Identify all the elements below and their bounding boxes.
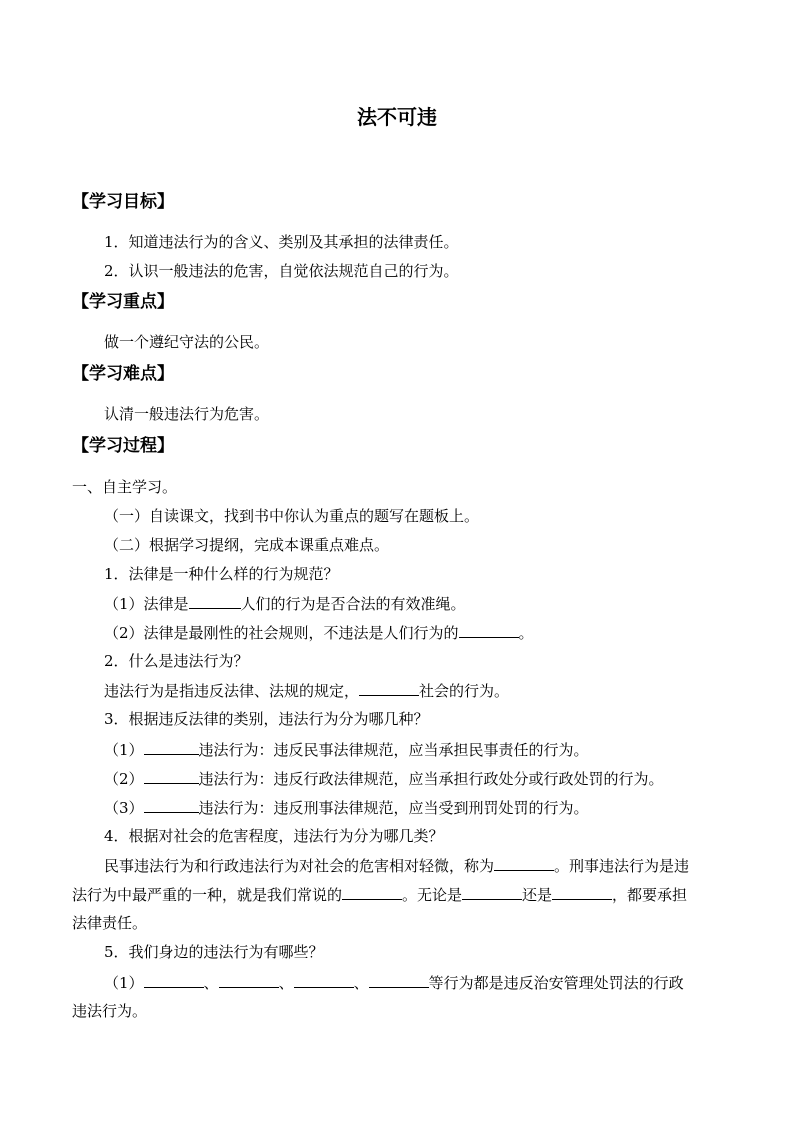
fill-blank[interactable] — [294, 972, 354, 988]
objective-item: 1．知道违法行为的含义、类别及其承担的法律责任。 — [104, 233, 459, 251]
difficulties-text: 认清一般违法行为危害。 — [104, 405, 270, 423]
sentence-fragment: 违法行为是指违反法律、法规的规定， — [104, 682, 360, 700]
question-four: 4．根据对社会的危害程度，违法行为分为哪几类？ — [104, 827, 444, 845]
question-two-answer — [104, 680, 509, 701]
part-one-heading: 一、自主学习。 — [72, 478, 178, 496]
question-five-line-1 — [104, 972, 684, 993]
question-three-item-1 — [104, 739, 589, 760]
sentence-fragment: 。无论是 — [402, 886, 463, 904]
fill-blank[interactable] — [144, 739, 199, 755]
sentence-fragment: （1） — [104, 741, 144, 759]
sentence-fragment: 人们的行为是否合法的有效准绳。 — [240, 595, 466, 613]
process-heading: 【学习过程】 — [72, 436, 174, 456]
sentence-fragment: （2） — [104, 770, 144, 788]
sentence-fragment: 违法行为：违反民事法律规范，应当承担民事责任的行为。 — [198, 741, 589, 759]
objective-item: 2．认识一般违法的危害，自觉依法规范自己的行为。 — [104, 262, 459, 280]
sentence-fragment: （1） — [104, 974, 144, 992]
sentence-fragment: 等行为都是违反治安管理处罚法的行政 — [428, 974, 684, 992]
question-four-line-1 — [104, 855, 689, 876]
key-points-heading: 【学习重点】 — [72, 292, 174, 312]
sentence-fragment: （2）法律是最刚性的社会规则，不违法是人们行为的 — [104, 624, 459, 642]
fill-blank[interactable] — [144, 797, 199, 813]
sentence-fragment: ，都要承担 — [612, 886, 688, 904]
fill-blank[interactable] — [459, 622, 519, 638]
question-one: 1．法律是一种什么样的行为规范？ — [104, 565, 339, 583]
fill-blank[interactable] — [144, 768, 199, 784]
page-title: 法不可违 — [357, 105, 437, 129]
question-three-item-3 — [104, 797, 589, 818]
objectives-heading: 【学习目标】 — [72, 192, 174, 212]
sentence-fragment: 法行为中最严重的一种，就是我们常说的 — [72, 886, 343, 904]
sentence-fragment: 。刑事违法行为是违 — [554, 857, 690, 875]
key-points-text: 做一个遵纪守法的公民。 — [104, 333, 270, 351]
question-four-line-2 — [72, 884, 687, 905]
sentence-fragment: 、 — [278, 974, 294, 992]
sentence-fragment: 、 — [203, 974, 219, 992]
fill-blank[interactable] — [552, 884, 612, 900]
sentence-fragment: 违法行为：违反行政法律规范，应当承担行政处分或行政处罚的行为。 — [198, 770, 664, 788]
fill-blank[interactable] — [189, 593, 241, 609]
fill-blank[interactable] — [342, 884, 402, 900]
question-one-part-b — [104, 622, 534, 643]
fill-blank[interactable] — [359, 680, 419, 696]
fill-blank[interactable] — [494, 855, 554, 871]
fill-blank[interactable] — [462, 884, 522, 900]
fill-blank[interactable] — [144, 972, 204, 988]
question-three-item-2 — [104, 768, 664, 789]
question-two: 2．什么是违法行为？ — [104, 652, 249, 670]
question-four-line-3: 法律责任。 — [72, 914, 148, 932]
difficulties-heading: 【学习难点】 — [72, 364, 174, 384]
step-one-text: （一）自读课文，找到书中你认为重点的题写在题板上。 — [104, 507, 480, 525]
sentence-fragment: （3） — [104, 799, 144, 817]
step-two-text: （二）根据学习提纲，完成本课重点难点。 — [104, 536, 390, 554]
question-five: 5．我们身边的违法行为有哪些？ — [104, 943, 324, 961]
fill-blank[interactable] — [369, 972, 429, 988]
question-one-part-a — [104, 593, 466, 614]
sentence-fragment: 、 — [353, 974, 369, 992]
sentence-fragment: （1）法律是 — [104, 595, 189, 613]
sentence-fragment: 民事违法行为和行政违法行为对社会的危害相对轻微，称为 — [104, 857, 495, 875]
fill-blank[interactable] — [219, 972, 279, 988]
question-three: 3．根据违反法律的类别，违法行为分为哪几种？ — [104, 710, 429, 728]
sentence-fragment: 社会的行为。 — [419, 682, 510, 700]
question-five-line-2: 违法行为。 — [72, 1002, 148, 1020]
sentence-fragment: 违法行为：违反刑事法律规范，应当受到刑罚处罚的行为。 — [198, 799, 589, 817]
sentence-fragment: 。 — [518, 624, 534, 642]
sentence-fragment: 还是 — [522, 886, 553, 904]
